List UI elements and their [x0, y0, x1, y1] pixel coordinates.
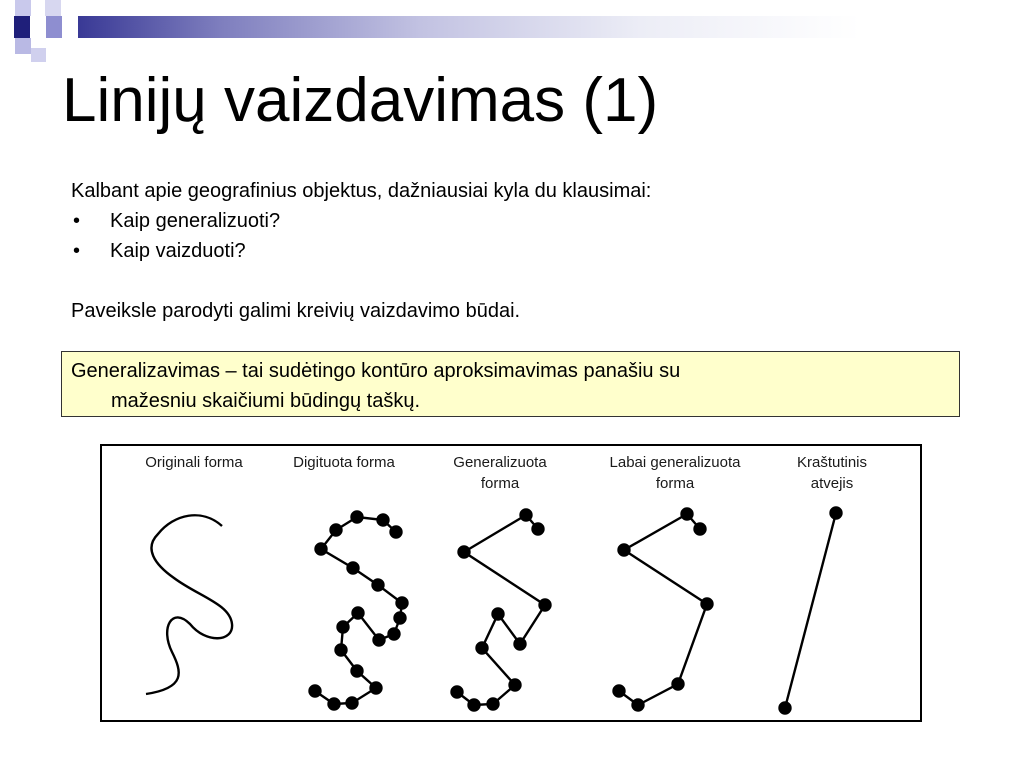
original-curve	[146, 515, 232, 694]
extreme-case-line	[780, 508, 842, 714]
decor-square	[0, 16, 14, 38]
slide-body	[71, 176, 951, 326]
label-line: Generalizuota	[453, 454, 547, 471]
label-line: Digituota forma	[293, 454, 395, 471]
digitized-curve	[310, 512, 408, 710]
label-line: atvejis	[810, 475, 854, 492]
decor-square	[31, 48, 46, 62]
spacer	[71, 266, 951, 296]
definition-line: mažesniu skaičiumi būdingų taškų.	[111, 390, 421, 412]
bullet-text: Kaip generalizuoti?	[110, 210, 281, 232]
label-line: Labai generalizuota	[609, 454, 741, 471]
bullet-item	[71, 206, 951, 236]
curves-drawing	[102, 446, 920, 720]
label-line: Kraštutinis	[796, 454, 868, 471]
caption-text: Paveiksle parodyti galimi kreivių vaizdavimo būdai.	[71, 300, 521, 322]
decor-square	[14, 16, 30, 38]
decor-square	[15, 38, 31, 54]
header-gradient-band	[0, 16, 1024, 38]
decor-square	[30, 16, 46, 38]
label-line: forma	[655, 475, 695, 492]
bullet-text: Kaip vaizduoti?	[110, 240, 246, 262]
decor-square	[62, 16, 78, 38]
intro-text: Kalbant apie geografinius objektus, dažniausiai kyla du klausimai:	[71, 180, 652, 202]
bullet-item	[71, 236, 951, 266]
highly-generalized-curve	[614, 509, 713, 711]
definition-box	[61, 351, 960, 417]
slide-title: Linijų vaizdavimas (1)	[62, 66, 659, 135]
decor-square	[45, 0, 61, 16]
bullet-marker: •	[73, 240, 81, 262]
definition-line: Generalizavimas – tai sudėtingo kontūro aproksimavimas panašiu su	[71, 360, 681, 382]
line-generalization-figure	[100, 444, 922, 722]
label-line: Originali forma	[145, 454, 243, 471]
label-line: forma	[480, 475, 520, 492]
decor-square	[46, 16, 62, 38]
generalized-curve	[452, 510, 551, 711]
decor-square	[15, 0, 31, 16]
bullet-marker: •	[73, 210, 81, 232]
